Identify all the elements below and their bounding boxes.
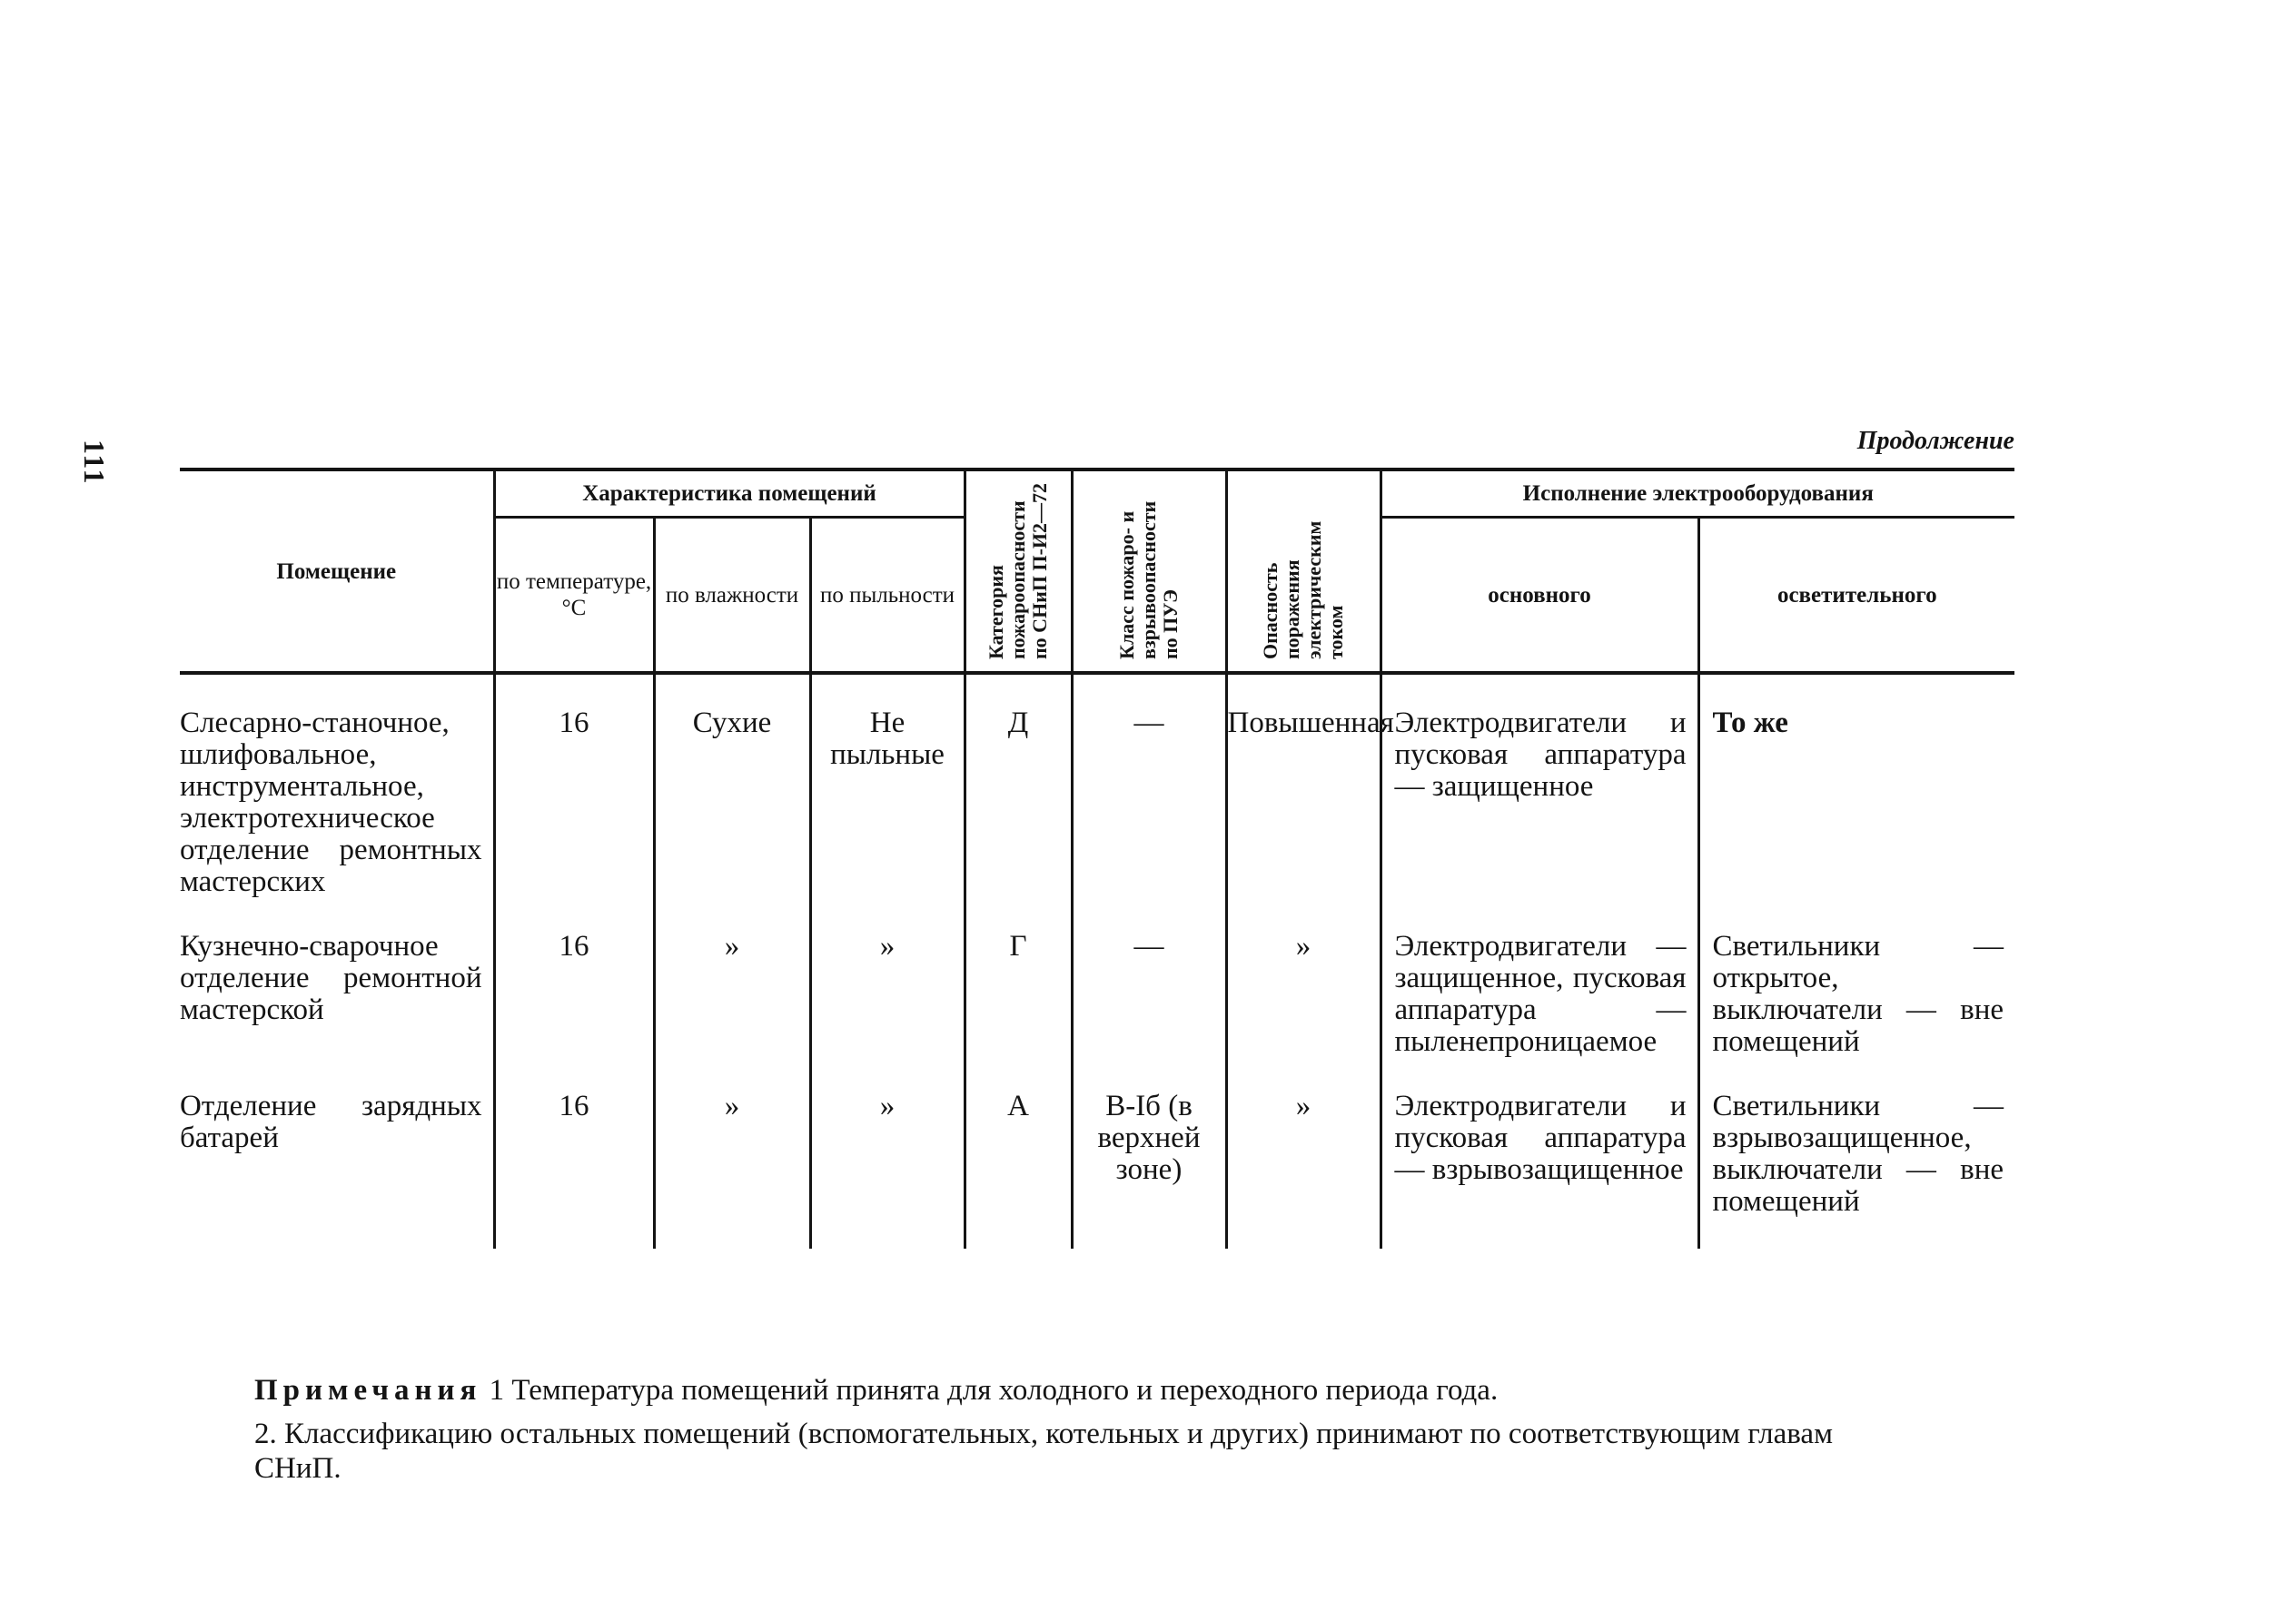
continuation-label: Продолжение [1856,427,2014,455]
header-main-equipment: основного [1381,518,1698,674]
cell-humidity: » [654,898,810,1058]
cell-lighting-equipment: Светильники — взрывозащищенное, выключатели — вне помещений [1698,1058,2014,1249]
note-2: 2. Классификацию остальных помещений (вспомогательных, котельных и других) принимают по соответствующим главам СНиП. [254,1418,1833,1485]
header-characteristics: Характеристика помещений [494,469,965,518]
cell-temperature: 16 [494,1058,654,1249]
cell-humidity: Сухие [654,673,810,898]
header-lighting-equipment: осветительного [1698,518,2014,674]
header-fire-category-cell [965,469,1072,673]
notes [254,1373,1889,1495]
cell-category: Г [965,898,1072,1058]
cell-humidity: » [654,1058,810,1249]
header-by-dust: по пыльности [810,518,965,674]
cell-class: — [1072,898,1226,1058]
header-by-humidity: по влажности [654,518,810,674]
header-shock-hazard: Опасность поражения электрическим током [1259,520,1347,659]
note-1 [254,1373,1889,1408]
table-row [180,1058,2014,1249]
cell-room: Слесарно-станочное, шлифовальное, инструментальное, электротехническое отделение ремонтных мастерских [180,707,482,898]
header-equipment-design: Исполнение электрооборудования [1381,469,2014,518]
page-number: 111 [78,440,111,486]
cell-category: Д [965,673,1072,898]
cell-temperature: 16 [494,673,654,898]
cell-hazard: Повышенная [1226,673,1381,898]
cell-lighting-equipment: То же [1698,673,2014,898]
cell-main-equipment: Электродвигатели и пусковая аппаратура — защищенное [1381,673,1698,898]
cell-dust: » [810,898,965,1058]
cell-category: А [965,1058,1072,1249]
room-classification-table [180,468,2014,1249]
header-explosion-class-cell [1072,469,1226,673]
notes-label: Примечания [254,1374,482,1407]
header-by-temperature: по температуре, °С [494,518,654,674]
cell-room: Отделение зарядных батарей [180,1090,482,1154]
cell-main-equipment: Электродвигатели и пусковая аппаратура — взрывозащищенное [1381,1058,1698,1249]
cell-dust: Не пыльные [810,673,965,898]
header-explosion-class: Класс пожаро- и взрывоопасности по ПУЭ [1115,500,1182,659]
cell-main-equipment: Электродвигатели — защищенное, пусковая аппаратура — пыленепроницаемое [1381,898,1698,1058]
table-row [180,898,2014,1058]
cell-room: Кузнечно-сварочное отделение ремонтной мастерской [180,930,482,1026]
note-1-text: 1 Температура помещений принята для холодного и переходного периода года. [489,1374,1499,1407]
header-room: Помещение [180,469,494,673]
header-fire-category: Категория пожароопасности по СНиП П-И2—72 [985,482,1051,659]
cell-hazard: » [1226,1058,1381,1249]
cell-class: В-Іб (в верхней зоне) [1072,1058,1226,1249]
table-row [180,673,2014,898]
cell-hazard: » [1226,898,1381,1058]
cell-class: — [1072,673,1226,898]
cell-dust: » [810,1058,965,1249]
cell-lighting-equipment: Светильники — открытое, выключатели — вне помещений [1698,898,2014,1058]
header-shock-hazard-cell [1226,469,1381,673]
cell-temperature: 16 [494,898,654,1058]
